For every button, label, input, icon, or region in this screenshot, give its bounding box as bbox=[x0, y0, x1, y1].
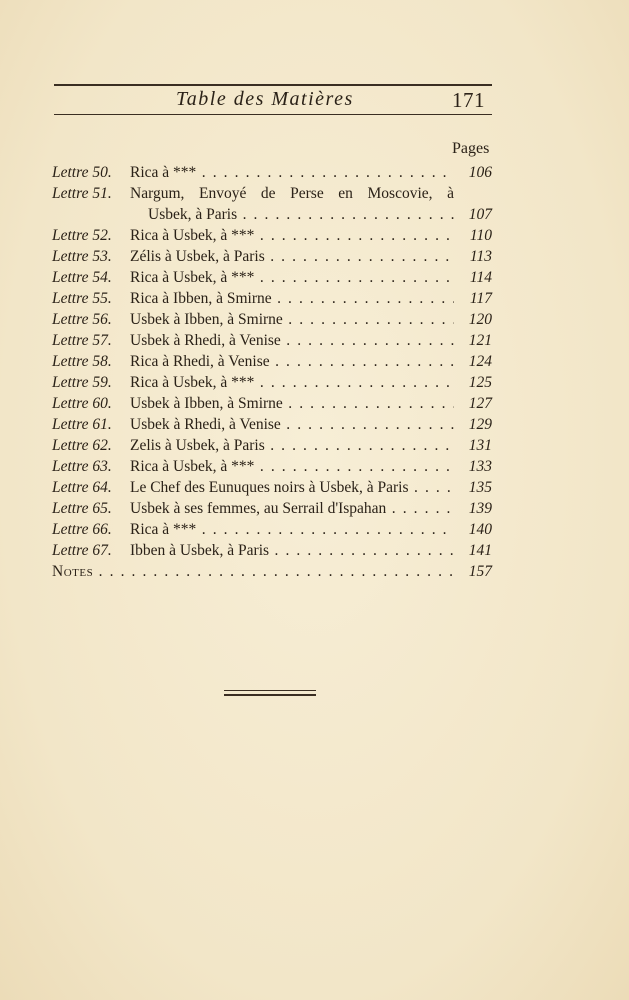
page-ref: 135 bbox=[468, 479, 492, 496]
toc-entry bbox=[52, 246, 492, 267]
letter-number: Lettre 54. bbox=[52, 269, 112, 286]
page-ref: 140 bbox=[468, 521, 492, 538]
toc-entry bbox=[52, 288, 492, 309]
letter-title: Rica à Usbek, à *** . . . bbox=[130, 225, 454, 246]
letter-number: Lettre 62. bbox=[52, 437, 112, 454]
notes-label: Notes . . . bbox=[52, 561, 454, 582]
letter-number: Lettre 57. bbox=[52, 332, 112, 349]
letter-number: Lettre 55. bbox=[52, 290, 112, 307]
page-ref: 139 bbox=[468, 500, 492, 517]
letter-number: Lettre 67. bbox=[52, 542, 112, 559]
toc-entry bbox=[52, 540, 492, 561]
page-ref: 141 bbox=[468, 542, 492, 559]
toc-entry bbox=[52, 309, 492, 330]
page-ref: 157 bbox=[468, 563, 492, 580]
page-ref: 117 bbox=[469, 290, 492, 307]
page-ref: 110 bbox=[469, 227, 492, 244]
pages-column-label: Pages bbox=[452, 140, 490, 157]
letter-title: Usbek à Ibben, à Smirne . . . bbox=[130, 309, 454, 330]
toc-entry bbox=[52, 393, 492, 414]
letter-number: Lettre 65. bbox=[52, 500, 112, 517]
letter-title: Rica à Usbek, à *** . . . bbox=[130, 267, 454, 288]
letter-title: Zelis à Usbek, à Paris . . . bbox=[130, 435, 454, 456]
header-rule-top bbox=[54, 84, 492, 86]
letter-number: Lettre 66. bbox=[52, 521, 112, 538]
header-rule-bottom bbox=[54, 114, 492, 115]
toc-entry bbox=[52, 330, 492, 351]
letter-title: Rica à *** . . . bbox=[130, 162, 454, 183]
letter-number: Lettre 64. bbox=[52, 479, 112, 496]
toc-entry bbox=[52, 267, 492, 288]
running-head: Table des Matières bbox=[176, 88, 354, 110]
letter-number: Lettre 59. bbox=[52, 374, 112, 391]
page-ref: 133 bbox=[468, 458, 492, 475]
letter-number: Lettre 52. bbox=[52, 227, 112, 244]
table-of-contents bbox=[52, 162, 492, 582]
letter-title: Usbek à Rhedi, à Venise . . . bbox=[130, 330, 454, 351]
page-ref: 120 bbox=[468, 311, 492, 328]
page-ref: 131 bbox=[468, 437, 492, 454]
end-ornament-rule bbox=[224, 690, 316, 691]
page-ref: 127 bbox=[468, 395, 492, 412]
letter-number: Lettre 56. bbox=[52, 311, 112, 328]
page-ref: 129 bbox=[468, 416, 492, 433]
letter-title: Rica à Usbek, à *** . . . bbox=[130, 372, 454, 393]
toc-entry bbox=[52, 477, 492, 498]
toc-entry bbox=[52, 519, 492, 540]
letter-title: Rica à Rhedi, à Venise . . . bbox=[130, 351, 454, 372]
end-ornament-rule bbox=[224, 694, 316, 696]
letter-title: Usbek à Ibben, à Smirne . . . bbox=[130, 393, 454, 414]
toc-entry bbox=[52, 414, 492, 435]
toc-entry bbox=[52, 183, 492, 225]
letter-number: Lettre 50. bbox=[52, 164, 112, 181]
toc-entry bbox=[52, 351, 492, 372]
letter-title: Rica à Usbek, à *** . . . bbox=[130, 456, 454, 477]
page-ref: 124 bbox=[468, 353, 492, 370]
toc-entry-notes bbox=[52, 561, 492, 582]
page-ref: 125 bbox=[468, 374, 492, 391]
page-ref: 113 bbox=[469, 248, 492, 265]
page-ref: 114 bbox=[469, 269, 492, 286]
letter-number: Lettre 58. bbox=[52, 353, 112, 370]
letter-title-continued: Usbek, à Paris . . . bbox=[148, 204, 454, 225]
toc-entry bbox=[52, 498, 492, 519]
letter-number: Lettre 53. bbox=[52, 248, 112, 265]
page-ref: 106 bbox=[468, 164, 492, 181]
page-ref: 121 bbox=[468, 332, 492, 349]
letter-title: Rica à *** . . . bbox=[130, 519, 454, 540]
letter-number: Lettre 63. bbox=[52, 458, 112, 475]
page-ref: 107 bbox=[468, 206, 492, 223]
letter-title: Zélis à Usbek, à Paris . . . bbox=[130, 246, 454, 267]
letter-number: Lettre 61. bbox=[52, 416, 112, 433]
letter-title: Nargum, Envoyé de Perse en Moscovie, à bbox=[130, 185, 454, 202]
letter-number: Lettre 51. bbox=[52, 185, 112, 202]
toc-entry bbox=[52, 456, 492, 477]
letter-title: Usbek à Rhedi, à Venise . . . bbox=[130, 414, 454, 435]
toc-entry bbox=[52, 225, 492, 246]
letter-title: Rica à Ibben, à Smirne . . . bbox=[130, 288, 454, 309]
toc-entry bbox=[52, 162, 492, 183]
toc-entry bbox=[52, 372, 492, 393]
letter-title: Usbek à ses femmes, au Serrail d'Ispahan . . . bbox=[130, 498, 454, 519]
letter-title: Le Chef des Eunuques noirs à Usbek, à Paris . . . bbox=[130, 477, 454, 498]
page-number: 171 bbox=[452, 88, 485, 112]
toc-entry bbox=[52, 435, 492, 456]
letter-title: Ibben à Usbek, à Paris . . . bbox=[130, 540, 454, 561]
letter-number: Lettre 60. bbox=[52, 395, 112, 412]
